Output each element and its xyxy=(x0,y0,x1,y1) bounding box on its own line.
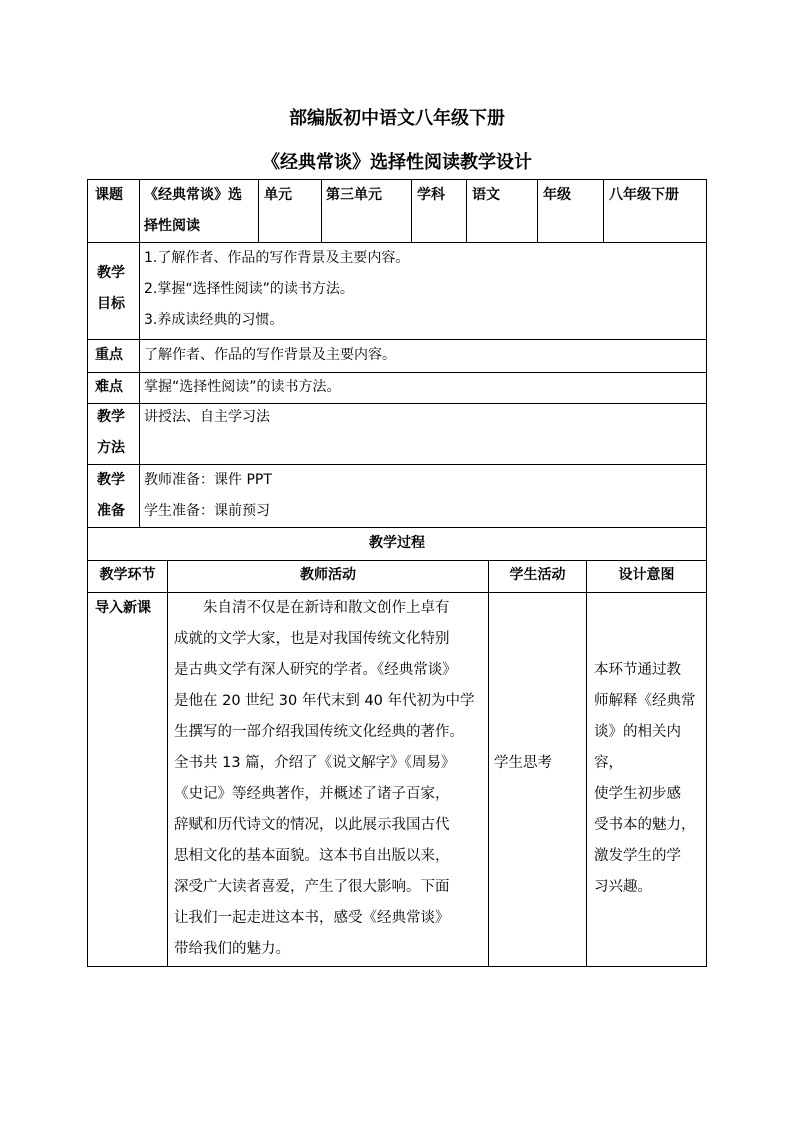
prep-student: 学生准备：课前预习 xyxy=(144,503,270,519)
unit-value: 第三单元 xyxy=(326,187,382,203)
teacher-activity-line: 是他在 20 世纪 30 年代末到 40 年代初为中学 xyxy=(174,693,475,709)
header-teacher-activity: 教师活动 xyxy=(300,567,356,583)
grade-label: 年级 xyxy=(543,187,571,203)
teacher-activity-line: 成就的文学大家，也是对我国传统文化特别 xyxy=(174,631,450,647)
teacher-activity-line: 思相文化的基本面貌。这本书自出版以来， xyxy=(174,848,450,864)
topic-label: 课题 xyxy=(95,187,123,203)
goal-item: 3.养成读经典的习惯。 xyxy=(144,312,284,328)
key-point-value: 了解作者、作品的写作背景及主要内容。 xyxy=(144,347,396,363)
design-intent-line: 使学生初步感 xyxy=(594,786,681,802)
teacher-activity-line: 带给我们的魅力。 xyxy=(174,941,290,957)
document-subtitle: 《经典常谈》选择性阅读教学设计 xyxy=(262,152,532,173)
teacher-activity-line: 是古典文学有深人研究的学者。《经典常谈》 xyxy=(174,662,457,678)
goals-label-line1: 教学 xyxy=(97,265,125,281)
teacher-activity-line: 生撰写的一部介绍我国传统文化经典的著作。 xyxy=(174,724,464,740)
goal-item: 2.掌握“选择性阅读”的读书方法。 xyxy=(144,281,354,297)
stage-name: 导入新课 xyxy=(95,600,151,616)
design-intent-line: 本环节通过教 xyxy=(594,662,681,678)
key-point-label: 重点 xyxy=(95,347,123,363)
method-label-line2: 方法 xyxy=(97,440,125,456)
prep-label-line1: 教学 xyxy=(97,472,125,488)
topic-value-line1: 《经典常谈》选 xyxy=(144,187,242,203)
unit-label: 单元 xyxy=(264,187,292,203)
teacher-activity-line: 让我们一起走进这本书，感受《经典常谈》 xyxy=(174,910,450,926)
teacher-activity-line: 朱自清不仅是在新诗和散文创作上卓有 xyxy=(174,600,450,616)
design-intent-line: 师解释《经典常 xyxy=(594,693,696,709)
process-title: 教学过程 xyxy=(369,535,425,551)
prep-teacher: 教师准备：课件 PPT xyxy=(144,472,272,488)
difficulty-label: 难点 xyxy=(95,379,123,395)
student-activity: 学生思考 xyxy=(494,755,552,771)
design-intent-line: 习兴趣。 xyxy=(594,879,652,895)
teacher-activity-line: 深受广大读者喜爱，产生了很大影响。下面 xyxy=(174,879,450,895)
design-intent-line: 激发学生的学 xyxy=(594,848,681,864)
goals-label-line2: 目标 xyxy=(97,296,125,312)
design-intent-line: 谈》的相关内容， xyxy=(594,724,681,771)
method-value: 讲授法、自主学习法 xyxy=(144,409,270,425)
method-label-line1: 教学 xyxy=(97,409,125,425)
goal-item: 1.了解作者、作品的写作背景及主要内容。 xyxy=(144,250,410,266)
prep-label-line2: 准备 xyxy=(97,503,125,519)
document-title: 部编版初中语文八年级下册 xyxy=(289,108,505,129)
teacher-activity-line: 《史记》等经典著作，并概述了诸子百家， xyxy=(174,786,450,802)
lesson-plan-table xyxy=(87,179,707,967)
subject-value: 语文 xyxy=(472,187,500,203)
difficulty-value: 掌握“选择性阅读”的读书方法。 xyxy=(144,379,341,395)
header-stage: 教学环节 xyxy=(99,567,156,583)
header-student-activity: 学生活动 xyxy=(509,567,566,583)
header-design-intent: 设计意图 xyxy=(618,567,675,583)
design-intent-line: 受书本的魅力， xyxy=(594,817,696,833)
teacher-activity xyxy=(174,593,486,965)
grade-value: 八年级下册 xyxy=(609,187,679,203)
subject-label: 学科 xyxy=(417,187,445,203)
teacher-activity-line: 全书共 13 篇，介绍了《说文解字》《周易》 xyxy=(174,755,456,771)
topic-value-line2: 择性阅读 xyxy=(144,218,200,234)
design-intent xyxy=(594,655,706,903)
teacher-activity-line: 辞赋和历代诗文的情况，以此展示我国古代 xyxy=(174,817,450,833)
